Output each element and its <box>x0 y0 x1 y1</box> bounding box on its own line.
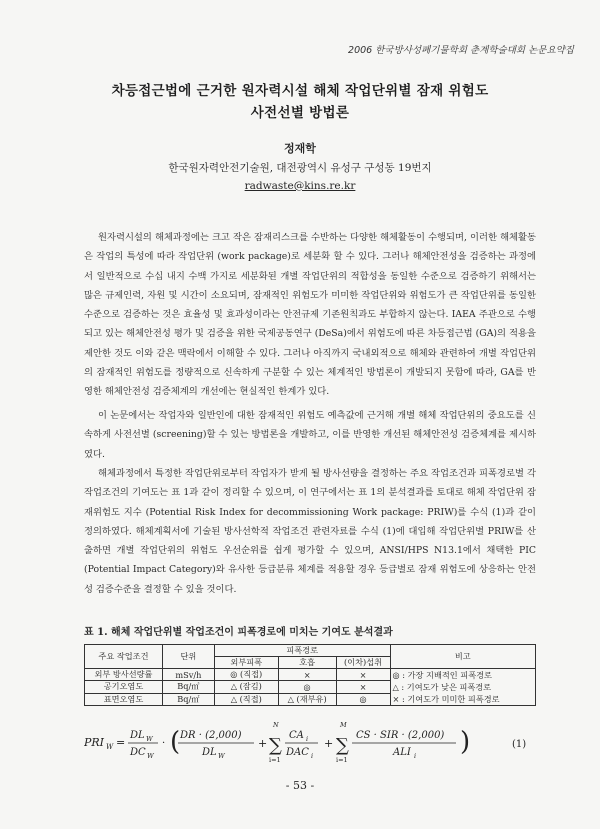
remark-line: ◎ : 가장 지배적인 피폭경로 <box>392 670 492 680</box>
eq-plus-1: + <box>258 737 268 750</box>
eq-sum2-bottom: i=1 <box>336 756 348 764</box>
eq-frac4-den: ALI <box>393 747 411 758</box>
eq-lhs: PRI <box>84 736 105 749</box>
table-header-row <box>85 645 536 657</box>
cell-condition: 표면오염도 <box>85 693 163 705</box>
conference-header: 2006 한국방사성폐기물학회 춘계학술대회 논문요약집 <box>348 45 574 56</box>
cell-ingestion: × <box>336 681 390 693</box>
cell-inhalation: △ (재부유) <box>278 693 336 705</box>
header-ingestion: (이차)섭취 <box>336 657 390 669</box>
eq-sum2-top: M <box>340 721 347 729</box>
eq-frac1-den-sub: W <box>147 752 154 760</box>
eq-frac4-den-sub: i <box>414 752 417 760</box>
eq-frac2-den: DL <box>202 747 217 758</box>
author-email: radwaste@kins.re.kr <box>244 180 356 192</box>
eq-sum2-sign: ∑ <box>336 735 349 756</box>
paragraph-text: 해체과정에서 특정한 작업단위로부터 작업자가 받게 될 방사선량을 결정하는 주요 작업조건과 피폭경로별 각 작업조건의 기여도는 표 1과 같이 정리할 수 있으며, 이 연구에서는 표 1의 분석결과를 토대로 해체 작업단위 잠재위험도 지수 (Potential Risk Index for decommissioning Work package: PRIW)를 수식 (1)과 같이 정의하였다. 해체계획서에 기술된 방사선학적 작업조건 관련자료를 수식 (1)에 대입해 작업단위별 PRIW를 산출하면 개별 작업단위의 위험도 우선순위를 쉽게 평가할 수 있으며, ANSI/HPS N13.1에서 채택한 PIC (Potential Impact Category)와 유사한 등급분류 체계를 적용할 경우 등급별로 잠재 위험도에 상응하는 안전성 검증수준을 결정할 수 있을 것이다. <box>84 468 536 595</box>
paper-title-line1: 차등접근법에 근거한 원자력시설 해체 작업단위별 잠재 위험도 <box>111 83 489 99</box>
cell-inhalation: ◎ <box>278 681 336 693</box>
eq-frac1-den: DC <box>130 747 146 758</box>
paragraph-text: 이 논문에서는 작업자와 일반인에 대한 잠재적인 위험도 예측값에 근거해 개별 해체 작업단위의 중요도를 신속하게 사전선별 (screening)할 수 있는 방법론을 개발하고, 이를 반영한 개선된 해체안전성 검증체계를 제시하였다. <box>84 410 536 460</box>
cell-external: ◎ (직접) <box>214 669 278 681</box>
header-remarks: 비고 <box>390 645 535 669</box>
eq-frac2-den-sub: W <box>218 752 225 760</box>
header-external: 외부피폭 <box>214 657 278 669</box>
header-inhalation: 호흡 <box>278 657 336 669</box>
remark-line: △ : 기여도가 낮은 피폭경로 <box>392 682 492 692</box>
eq-paren-open: ( <box>170 727 181 757</box>
cell-inhalation: × <box>278 669 336 681</box>
eq-dot: · <box>162 738 166 749</box>
eq-sum1-top: N <box>273 721 279 729</box>
cell-ingestion: × <box>336 669 390 681</box>
body-paragraph-3 <box>84 464 536 599</box>
eq-frac4-num: CS · SIR · (2,000) <box>356 730 445 741</box>
eq-frac1-num: DL <box>130 730 145 741</box>
page-number: - 53 - <box>285 779 315 792</box>
cell-ingestion: ◎ <box>336 693 390 705</box>
header-pathway: 피폭경로 <box>214 645 390 657</box>
paragraph-text: 원자력시설의 해체과정에는 크고 작은 잠재리스크를 수반하는 다양한 해체활동이 수행되며, 이러한 해체활동은 작업의 특성에 따라 작업단위 (work package)로 세분화 할 수 있다. 그러나 해체안전성을 검증하는 과정에서 일반적으로 수십 내지 수백 가지로 세분화된 개별 작업단위의 적합성을 동일한 수준으로 검증하기 위해서는 많은 규제인력, 자원 및 시간이 소요되며, 잠재적인 위험도가 미미한 작업단위와 위험도가 큰 작업단위를 동일한 수준으로 검증하는 것은 효율성 및 효과성이라는 안전규제 기존원칙과도 부합하지 않는다. IAEA 주관으로 수행되고 있는 해체안전성 평가 및 검증을 위한 국제공동연구 (DeSa)에서 위험도에 따른 차등접근법 (GA)의 적용을 제안한 것도 이와 같은 맥락에서 이해할 수 있다. 그러나 아직까지 국내외적으로 해체와 관련하여 개별 작업단위의 잠재적인 위험도를 정량적으로 신속하게 구분할 수 있는 체계적인 방법론이 개발되지 못함에 따라, GA를 반영한 해체안전성 검증체계의 개선에는 현실적인 한계가 있다. <box>84 232 536 398</box>
remarks-cell <box>390 669 535 706</box>
author-affiliation: 한국원자력안전기술원, 대전광역시 유성구 구성동 19번지 <box>168 162 432 174</box>
author-name: 정재학 <box>284 142 316 155</box>
cell-external: △ (직접) <box>214 693 278 705</box>
eq-frac3-den: DAC <box>286 747 309 758</box>
eq-number: (1) <box>512 739 527 750</box>
eq-sum1-sign: ∑ <box>269 735 282 756</box>
eq-equals: = <box>116 736 126 749</box>
equation-1 <box>84 716 536 770</box>
body-paragraph-2 <box>84 406 536 464</box>
eq-sum1-bottom: i=1 <box>269 756 281 764</box>
cell-unit: Bq/㎥ <box>162 681 214 693</box>
body-paragraph-1 <box>84 228 536 402</box>
header-unit: 단위 <box>162 645 214 669</box>
eq-frac3-num-sub: i <box>306 735 309 743</box>
cell-unit: mSv/h <box>162 669 214 681</box>
cell-condition: 외부 방사선량률 <box>85 669 163 681</box>
cell-external: △ (잠김) <box>214 681 278 693</box>
contribution-table <box>84 644 536 706</box>
header-condition: 주요 작업조건 <box>85 645 163 669</box>
cell-unit: Bq/㎡ <box>162 693 214 705</box>
table-row <box>85 669 536 681</box>
table-caption: 표 1. 해체 작업단위별 작업조건이 피폭경로에 미치는 기여도 분석결과 <box>84 627 393 638</box>
eq-frac3-den-sub: i <box>311 752 314 760</box>
eq-paren-close: ) <box>460 727 471 757</box>
remark-line: × : 기여도가 미미한 피폭경로 <box>392 694 500 704</box>
paper-title-line2: 사전선별 방법론 <box>250 105 350 121</box>
eq-frac1-num-sub: W <box>146 735 153 743</box>
eq-frac2-num: DR · (2,000) <box>180 730 242 741</box>
equation-svg <box>84 716 536 770</box>
eq-frac3-num: CA <box>289 730 304 741</box>
eq-lhs-sub: W <box>106 743 114 751</box>
cell-condition: 공기오염도 <box>85 681 163 693</box>
eq-plus-2: + <box>324 737 334 750</box>
